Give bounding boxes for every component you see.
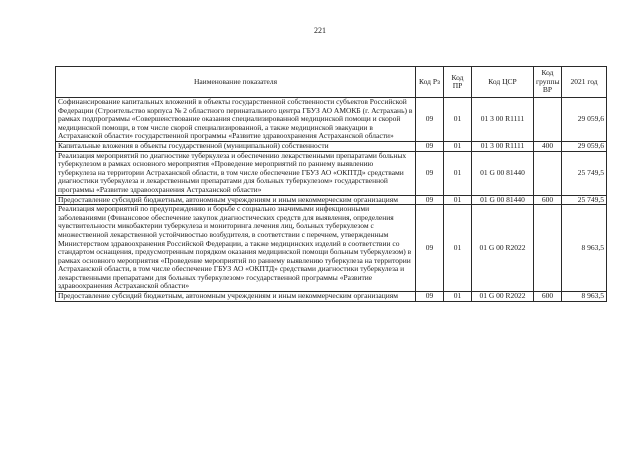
row-rz: 09 (416, 98, 444, 142)
row-name: Реализация мероприятий по диагностике туберкулеза и обеспечению лекарственными препаратами больных туберкулезом в рамках основного мероприятия «Проведение мероприятий по раннему выявлению туберкулеза на территории Астраханской области, в том числе обеспечение ГБУЗ АО «ОКПТД» средствами диагностики туберкулеза и лекарственными препаратами для больных туберкулезом» государственной программы «Развитие здравоохранения Астраханской области» (56, 151, 416, 195)
row-amount: 8 963,5 (562, 205, 607, 292)
row-name: Предоставление субсидий бюджетным, автономным учреждениям и иным некоммерческим организациям (56, 292, 416, 302)
row-rz: 09 (416, 195, 444, 205)
table-row (56, 292, 607, 302)
row-amount: 8 963,5 (562, 292, 607, 302)
row-amount: 25 749,5 (562, 151, 607, 195)
row-name: Софинансирование капитальных вложений в объекты государственной собственности субъектов Российской Федерации (Строительство корпуса № 2 областного перинатального центра ГБУЗ АО АМОКБ (г. Астрахань) в рамках подпрограммы «Совершенствование оказания специализированной медицинской помощи и скорой медицинской помощи, в том числе скорой специализированной, а также медицинской эвакуации в Астраханской области» государственной программы «Развитие здравоохранения Астраханской области» (56, 98, 416, 142)
row-pr: 01 (444, 195, 472, 205)
header-rz: Код Рз (416, 67, 444, 98)
budget-table (55, 66, 607, 302)
row-rz: 09 (416, 151, 444, 195)
row-amount: 25 749,5 (562, 195, 607, 205)
row-vr: 400 (534, 141, 562, 151)
row-csr: 01 G 00 R2022 (472, 205, 534, 292)
row-name: Реализация мероприятий по предупреждению и борьбе с социально значимыми инфекционными заболеваниями (Финансовое обеспечение закупок диагностических средств для выявления, определения чувствительности микобактерии туберкулеза и мониторинга лечения лиц, больных туберкулезом с множественной лекарственной устойчивостью возбудителя, в соответствии с перечнем, утвержденным Министерством здравоохранения Российской Федерации, а также медицинских изделий в соответствии со стандартом оснащения, предусмотренным порядком оказания медицинской помощи больным туберкулезом) в рамках основного мероприятия «Проведение мероприятий по раннему выявлению туберкулеза на территории Астраханской области, в том числе обеспечение ГБУЗ АО «ОКПТД» средствами диагностики туберкулеза и лекарственными препаратами для больных туберкулезом» государственной программы «Развитие здравоохранения Астраханской области» (56, 205, 416, 292)
table-row (56, 151, 607, 195)
row-amount: 29 059,6 (562, 141, 607, 151)
table-row (56, 141, 607, 151)
row-amount: 29 059,6 (562, 98, 607, 142)
header-pr: Код ПР (444, 67, 472, 98)
row-rz: 09 (416, 141, 444, 151)
row-csr: 01 3 00 R1111 (472, 141, 534, 151)
row-name: Капитальные вложения в объекты государственной (муниципальной) собственности (56, 141, 416, 151)
row-vr: 600 (534, 292, 562, 302)
table-row (56, 205, 607, 292)
row-vr (534, 98, 562, 142)
row-vr (534, 205, 562, 292)
row-csr: 01 3 00 R1111 (472, 98, 534, 142)
header-csr: Код ЦСР (472, 67, 534, 98)
header-name: Наименование показателя (56, 67, 416, 98)
header-vr: Код группы ВР (534, 67, 562, 98)
page-number: 221 (314, 26, 326, 35)
row-csr: 01 G 00 81440 (472, 195, 534, 205)
row-rz: 09 (416, 292, 444, 302)
row-pr: 01 (444, 292, 472, 302)
row-pr: 01 (444, 98, 472, 142)
row-vr (534, 151, 562, 195)
row-csr: 01 G 00 81440 (472, 151, 534, 195)
table-header-row (56, 67, 607, 98)
row-csr: 01 G 00 R2022 (472, 292, 534, 302)
row-vr: 600 (534, 195, 562, 205)
row-pr: 01 (444, 141, 472, 151)
row-pr: 01 (444, 151, 472, 195)
table-row (56, 98, 607, 142)
row-name: Предоставление субсидий бюджетным, автономным учреждениям и иным некоммерческим организациям (56, 195, 416, 205)
header-year: 2021 год (562, 67, 607, 98)
row-pr: 01 (444, 205, 472, 292)
row-rz: 09 (416, 205, 444, 292)
